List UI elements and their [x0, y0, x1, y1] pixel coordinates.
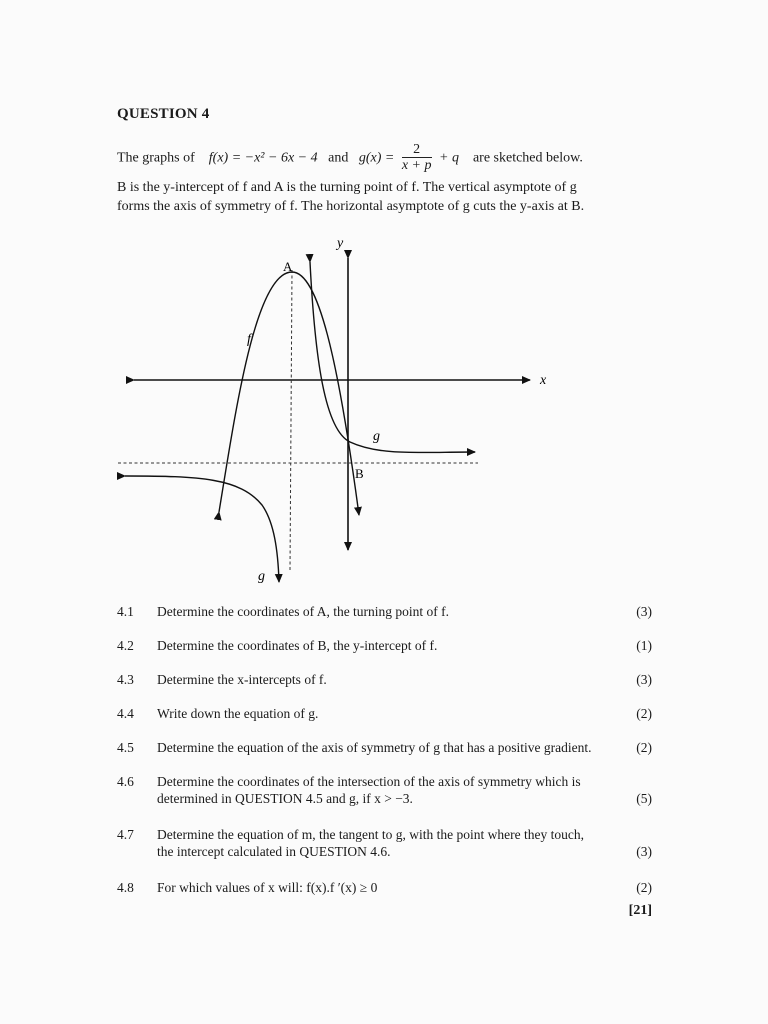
intro-text-a: The graphs of: [117, 150, 195, 166]
subquestion-marks: (2): [636, 740, 652, 755]
subquestion-text: Determine the x-intercepts of f.: [157, 672, 327, 687]
subquestion-number: 4.8: [117, 880, 134, 895]
g-left-branch: [125, 476, 279, 582]
total-marks: [21]: [628, 903, 652, 918]
subquestion-text: Determine the coordinates of the intersection of the axis of symmetry which is determined in QUESTION 4.5 and g, if x > −3.: [157, 774, 581, 806]
question-title: QUESTION 4: [117, 106, 210, 122]
subquestion-text: Determine the coordinates of B, the y-intercept of f.: [157, 638, 438, 653]
point-b-label: B: [355, 466, 364, 481]
subquestion-number: 4.2: [117, 638, 134, 653]
subquestion-marks: (2): [636, 880, 652, 895]
intro-line-2: B is the y-intercept of f and A is the turning point of f. The vertical asymptote of g: [117, 180, 577, 195]
subquestion-marks: (1): [636, 638, 652, 653]
subquestion-number: 4.5: [117, 740, 134, 755]
intro-line-3: forms the axis of symmetry of f. The horizontal asymptote of g cuts the y-axis at B.: [117, 199, 585, 214]
subquestion-number: 4.7: [117, 827, 134, 842]
subquestion-text: Determine the equation of the axis of symmetry of g that has a positive gradient.: [157, 740, 592, 755]
subquestion-marks: (3): [636, 844, 652, 859]
subquestion-text: Determine the coordinates of A, the turning point of f.: [157, 604, 450, 619]
f-parabola: [219, 272, 359, 515]
point-a-label: A: [283, 259, 293, 274]
g-lhs: g(x) =: [358, 150, 395, 166]
subquestion-number: 4.1: [117, 604, 134, 619]
vertical-asymptote: [290, 270, 292, 570]
g-right-branch: [310, 262, 475, 453]
x-axis-label: x: [540, 373, 547, 388]
subquestion-text: For which values of x will: f(x).f ′(x) ≥ 0: [157, 880, 378, 895]
subquestion-number: 4.6: [117, 774, 134, 789]
subquestion-marks: (5): [636, 791, 652, 806]
subquestion-marks: (3): [636, 672, 652, 687]
g-left-label: g: [258, 569, 265, 584]
subquestion-text: Determine the equation of m, the tangent to g, with the point where they touch, the intercept calculated in QUESTION 4.6.: [157, 827, 585, 859]
intro-and: and: [328, 150, 349, 166]
intro-text-b: are sketched below.: [472, 150, 583, 166]
subquestion-text: Write down the equation of g.: [157, 706, 319, 721]
f-curve-label: f: [247, 332, 251, 347]
f-definition: f(x) = −x² − 6x − 4: [208, 150, 318, 166]
y-axis-label: y: [337, 236, 344, 251]
g-right-label: g: [373, 429, 380, 444]
g-tail: + q: [439, 150, 459, 166]
g-numerator: 2: [402, 142, 432, 158]
g-denominator: x + p: [401, 158, 432, 173]
subquestion-marks: (3): [636, 604, 652, 619]
subquestion-marks: (2): [636, 706, 652, 721]
subquestion-number: 4.3: [117, 672, 134, 687]
subquestion-number: 4.4: [117, 706, 134, 721]
